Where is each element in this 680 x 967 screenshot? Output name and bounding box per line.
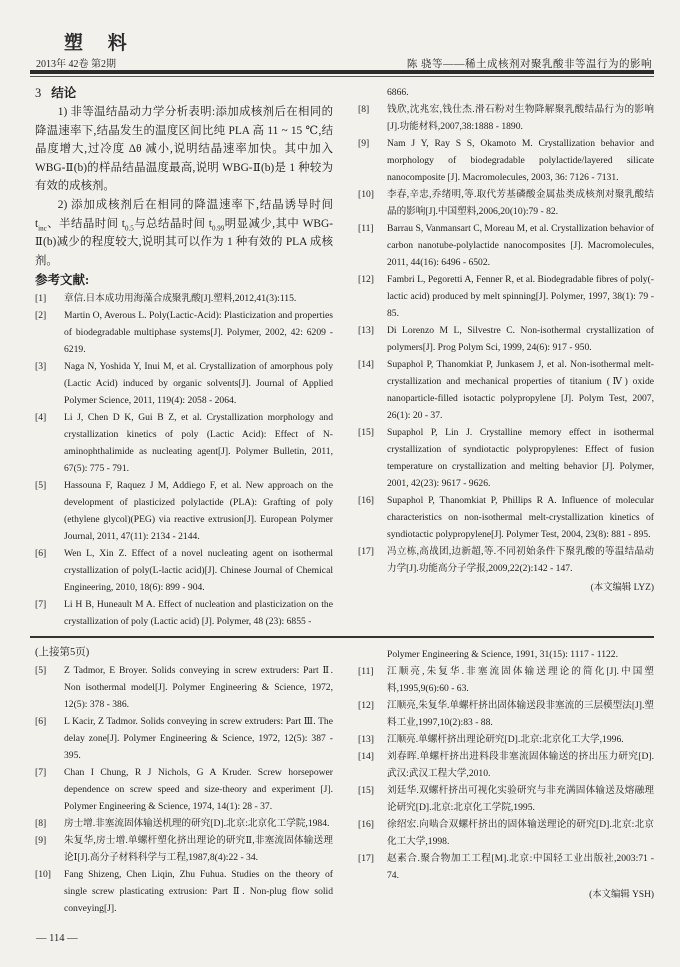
references-list-left — [35, 290, 333, 630]
editor-note: (本文编辑 YSH) — [589, 889, 654, 900]
references-list-bottom-right — [358, 663, 654, 884]
reference-text: Supaphol P, Thanomkiat P, Junkasem J, et al. Non-isothermal melt-crystallization and mechanical properties of titanium (Ⅳ) oxide nanoparticle-filled isotactic polypropylene [J]. Polym Test, 2007, 26(1): 20 - 37. — [387, 359, 654, 421]
reference-item — [358, 731, 654, 748]
reference-item — [358, 271, 654, 322]
reference-text: Nam J Y, Ray S S, Okamoto M. Crystallization behavior and morphology of biodegradable polylactide/layered silicate nanocomposite [J]. Macromolecules, 2003, 36: 7126 - 7131. — [387, 138, 654, 183]
reference-text: Di Lorenzo M L, Silvestre C. Non-isothermal crystallization of polymers[J]. Prog Polym Sci, 1999, 24(6): 917 - 950. — [387, 325, 654, 353]
reference-text: Li J, Chen D K, Gui B Z, et al. Crystallization morphology and crystallization kinetics of poly (Lactic Acid): Effect of N-aminophthalimide as nucleating agent[J]. Polymer Bulletin, 2011, 67(5): 775 - 791. — [64, 412, 333, 475]
reference-item — [35, 815, 333, 832]
reference-number: [1] — [35, 293, 47, 305]
reference-item — [358, 186, 654, 220]
reference-number: [5] — [35, 480, 47, 492]
reference-text: 刘廷华.双螺杆挤出可视化实验研究与非充满固体输送及熔融理论研究[D].北京:北京化工学院,1995. — [387, 784, 654, 813]
reference-item — [358, 697, 654, 731]
conclusion-para-2: 2) 添加成核剂后在相同的降温速率下,结晶诱导时间 $t_{inc}$、半结晶时间 $t_{0.5}$与总结晶时间 $t_{0.99}$明显减少,其中 WBG-Ⅱ(b)减少的程度较大,说明其可以作为 1 种有效的 PLA 成核剂。 — [35, 198, 334, 267]
reference-item — [35, 477, 333, 545]
reference-item — [358, 543, 654, 577]
page-number: — 114 — — [36, 932, 78, 944]
conclusion-para-1: 1) 非等温结晶动力学分析表明:添加成核剂后在相同的降温速率下,结晶发生的温度区间比纯 PLA 高 11 ~ 15 ℃,结晶度增大,过冷度 Δθ 减小,说明结晶速率加快。其中加入 WBG-Ⅱ(b)的样品结晶温度最高,说明 WBG-Ⅱ(b)是 1 种较为有效的成核剂。 — [35, 106, 333, 193]
journal-logo: 塑 料 — [64, 33, 137, 54]
reference-number: [12] — [358, 699, 374, 711]
reference-text: 朱复华,房士增.单螺杆塑化挤出理论的研究Ⅱ,非塞流固体输送理论Ⅰ[J].高分子材料科学与工程,1987,8(4):22 - 34. — [64, 834, 333, 863]
right-column-top — [358, 84, 654, 599]
reference-text: 李春,辛忠,乔绪明,等.取代芳基磷酸金属盐类成核剂对聚乳酸结晶的影响[J].中国塑料,2006,20(10):79 - 82. — [387, 189, 654, 217]
reference-item — [35, 764, 333, 815]
reference-number: [13] — [358, 325, 374, 336]
reference-text: 赵素合.聚合物加工工程[M].北京:中国轻工业出版社,2003:71 - 74. — [387, 852, 654, 881]
reference-item — [358, 135, 654, 186]
header-rule — [30, 70, 654, 74]
reference-number: [8] — [35, 817, 47, 829]
reference-text: Fambri L, Pegoretti A, Fenner R, et al. Biodegradable fibres of poly(-lactic acid) produced by melt spinning[J]. Polymer, 1997, 38(1): 79 - 85. — [387, 274, 654, 319]
reference-item — [35, 596, 333, 630]
reference-item — [358, 663, 654, 697]
reference-number: [15] — [358, 784, 374, 796]
reference-item — [358, 424, 654, 492]
reference-number: [9] — [35, 834, 47, 846]
page-header — [30, 0, 654, 80]
reference-item — [35, 358, 333, 409]
reference-number: [8] — [358, 104, 370, 115]
reference-text: 徐绍宏.向啮合双螺杆挤出的固体输送理论的研究[D].北京:北京化工大学,1998. — [387, 818, 654, 847]
reference-number: [10] — [358, 189, 374, 200]
reference-number: [13] — [358, 733, 374, 745]
reference-item — [35, 545, 333, 596]
left-column-bottom — [35, 644, 333, 917]
reference-number: [14] — [358, 750, 374, 762]
reference-continuation: Polymer Engineering & Science, 1991, 31(15): 1117 - 1122. — [387, 648, 619, 660]
reference-text: L Kacir, Z Tadmor. Solids conveying in screw extruders: Part Ⅲ. The delay zone[J]. Polymer Engineering & Science, 1972, 12(5): 387 - 395. — [64, 715, 333, 761]
references-list-bottom-left — [35, 662, 333, 917]
right-column-bottom — [358, 644, 654, 906]
running-title: 陈 骁等——稀土成核剂对聚乳酸非等温行为的影响 — [406, 59, 652, 70]
reference-item — [358, 220, 654, 271]
reference-text: Martin O, Averous L. Poly(Lactic-Acid): Plasticization and properties of biodegradable multiphase systems[J]. Polymer, 2002, 42: 6209 - 6219. — [64, 310, 333, 356]
reference-item — [358, 850, 654, 884]
reference-text: Supaphol P, Lin J. Crystalline memory effect in isothermal crystallization of syndiotactic polypropylenes: Effect of fusion temperature on crystallization and melting behavior [J]. Polymer, 2001, 42(23): 9617 - 9626. — [387, 427, 654, 489]
reference-text: 章信.日本成功用海藻合成聚乳酸[J].塑料,2012,41(3):115. — [64, 293, 297, 305]
left-column-top — [35, 84, 333, 630]
reference-text: 江顺亮.单螺杆挤出理论研究[D].北京:北京化工大学,1996. — [387, 733, 624, 745]
reference-text: 江顺亮,朱复华.非塞流固体输送理论的简化[J].中国塑料,1995,9(6):60 - 63. — [387, 665, 654, 694]
reference-number: [3] — [35, 361, 47, 373]
top-section — [30, 84, 654, 630]
reference-item — [35, 662, 333, 713]
reference-text: 房士增.非塞流固体输送机理的研究[D].北京:北京化工学院,1984. — [64, 817, 330, 829]
reference-item — [358, 101, 654, 135]
reference-item — [35, 307, 333, 358]
reference-item — [35, 832, 333, 866]
reference-text: 刘春晖.单螺杆挤出进料段非塞流固体输送的挤出压力研究[D].武汉:武汉工程大学,2010. — [387, 750, 654, 779]
reference-item — [358, 748, 654, 782]
reference-number: [7] — [35, 766, 47, 778]
reference-item — [358, 816, 654, 850]
reference-item — [35, 713, 333, 764]
reference-text: Z Tadmor, E Broyer. Solids conveying in screw extruders: Part Ⅱ. Non isothermal model[J]. Polymer Engineering & Science, 1972, 12(5): 378 - 386. — [64, 664, 333, 710]
reference-number: [6] — [35, 548, 47, 560]
reference-number: [12] — [358, 274, 374, 285]
reference-text: 江顺亮,朱复华.单螺杆挤出固体输送段非塞流的三层模型法[J].塑料工业,1997,10(2):83 - 88. — [387, 699, 654, 728]
reference-number: [15] — [358, 427, 374, 438]
reference-number: [9] — [358, 138, 370, 149]
references-heading: 参考文献: — [35, 273, 90, 288]
reference-number: [10] — [35, 868, 51, 880]
reference-number: [11] — [358, 665, 374, 677]
reference-continuation: 6866. — [387, 87, 409, 98]
reference-number: [2] — [35, 310, 47, 322]
reference-item — [35, 866, 333, 917]
reference-item — [358, 492, 654, 543]
reference-text: Li H B, Huneault M A. Effect of nucleation and plasticization on the crystallization of poly (Lactic acid) [J]. Polymer, 48 (23): 6855 - — [64, 599, 333, 628]
reference-text: Hassouna F, Raquez J M, Addiego F, et al. New approach on the development of plasticized polylactide (PLA): Grafting of poly (ethylene glycol)(PEG) via reactive extrusion[J]. European Polymer Journal, 2011, 47(11): 2134 - 2144. — [64, 480, 333, 543]
reference-number: [17] — [358, 546, 374, 557]
reference-item — [358, 322, 654, 356]
bottom-section — [30, 644, 654, 917]
reference-item — [358, 356, 654, 424]
reference-item — [35, 409, 333, 477]
header-rule-thin — [30, 76, 654, 77]
reference-number: [16] — [358, 495, 374, 506]
reference-item — [35, 290, 333, 307]
reference-text: Naga N, Yoshida Y, Inui M, et al. Crystallization of amorphous poly (Lactic Acid) induced by organic solvents[J]. Journal of Applied Polymer Science, 2011, 119(4): 2058 - 2064. — [64, 361, 333, 407]
section-divider — [30, 636, 654, 638]
reference-item — [358, 782, 654, 816]
reference-text: Chan I Chung, R J Nichols, G A Kruder. Screw horsepower dependence on screw speed and size-theory and experiment [J]. Polymer Engineering & Science, 1974, 14(1): 28 - 37. — [64, 766, 333, 812]
reference-number: [4] — [35, 412, 47, 424]
issue-info: 2013年 42卷 第2期 — [36, 59, 116, 70]
reference-text: Barrau S, Vanmansart C, Moreau M, et al. Crystallization behavior of carbon nanotube-polylactide nanocomposites [J]. Macromolecules, 2011, 44(16): 6496 - 6502. — [387, 223, 654, 268]
references-list-right — [358, 101, 654, 577]
reference-text: 钱欣,沈兆宏,钱仕杰.滑石粉对生物降解聚乳酸结晶行为的影响[J].功能材料,2007,38:1888 - 1890. — [387, 104, 654, 132]
section-heading: 3 结论 — [35, 86, 77, 100]
reference-number: [14] — [358, 359, 374, 370]
reference-text: 冯立栋,高战团,边新超,等.不同初始条件下聚乳酸的等温结晶动力学[J].功能高分子学报,2009,22(2):142 - 147. — [387, 546, 654, 574]
reference-number: [5] — [35, 664, 47, 676]
reference-number: [17] — [358, 852, 374, 864]
reference-number: [16] — [358, 818, 374, 830]
continued-from-label: (上接第5页) — [35, 646, 90, 658]
reference-text: Fang Shizeng, Chen Liqin, Zhu Fuhua. Studies on the theory of single screw plasticating extrusion: Part Ⅱ. Non-plug flow solid conveying[J]. — [64, 868, 333, 914]
reference-text: Wen L, Xin Z. Effect of a novel nucleating agent on isothermal crystallization of poly(L-lactic acid)[J]. Chinese Journal of Chemical Engineering, 2010, 18(6): 899 - 904. — [64, 548, 333, 594]
reference-number: [6] — [35, 715, 47, 727]
editor-note: (本文编辑 LYZ) — [590, 583, 654, 593]
reference-text: Supaphol P, Thanomkiat P, Phillips R A. Influence of molecular characteristics on non-isothermal melt-crystallization kinetics of syndiotactic polypropylene[J]. Polymer Test, 2004, 23(8): 881 - 895. — [387, 495, 654, 540]
reference-number: [11] — [358, 223, 374, 234]
reference-number: [7] — [35, 599, 47, 611]
